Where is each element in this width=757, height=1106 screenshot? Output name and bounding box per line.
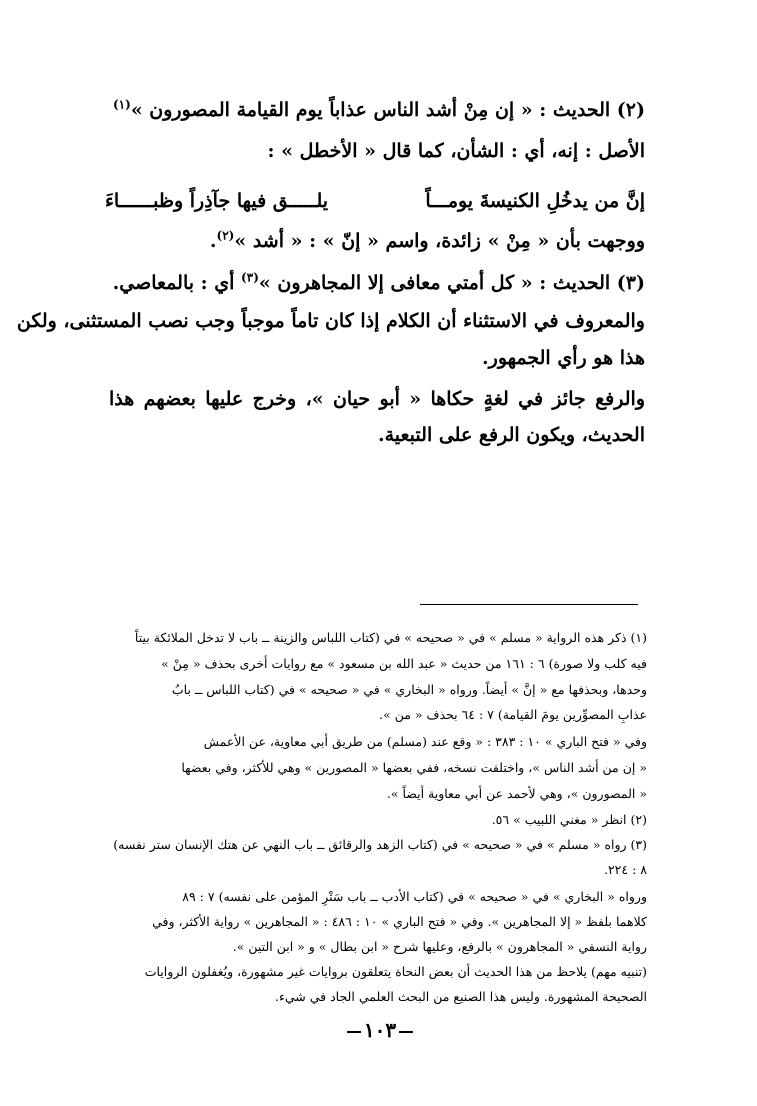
footnote-ref-2: (٢) — [216, 228, 235, 243]
footnote-2: (٢) انظر « مغني اللبيب » ٥٦. — [491, 812, 647, 827]
footnote-3-line: الصحيحة المشهورة. وليس هذا الصنيع من البحث العلمي الجاد في شيء. — [275, 989, 647, 1004]
hadith-2-text: (٢) الحديث : « إن مِنْ أشد الناس عذاباً يوم القيامة المصورون » — [130, 99, 645, 121]
footnote-ref-1: (١) — [112, 97, 131, 112]
footnote-1-line: عذابِ المصوِّرين يومَ القيامة) ٧ : ٦٤ بحذف « من ». — [379, 707, 647, 722]
page-number-value: ١٠٣ — [363, 1018, 397, 1042]
footnote-1-line: « المصورون »، وهي لأحمد عن أبي معاوية أيضاً ». — [386, 786, 647, 801]
grammar-note-line: ووجهت بأن « مِنْ » زائدة، واسم « إنّ » : « أشد »$^{(٢)}$. — [209, 228, 645, 252]
page-number — [330, 1016, 430, 1044]
poem-first-hemistich: إنَّ من يدخُلِ الكنيسةَ يومـــاً — [425, 190, 645, 212]
footnote-separator — [420, 604, 638, 605]
exception-rule-line: والمعروف في الاستثناء أن الكلام إذا كان تاماً موجباً وجب نصب المستثنى، ولكن — [16, 310, 645, 332]
footnote-1-line: وفي « فتح الباري » ١٠ : ٣٨٣ : « وقع عند (مسلم) من طريق أبي معاوية، عن الأعمش — [203, 734, 647, 749]
hadith-2-line — [109, 95, 645, 125]
majority-opinion-line: هذا هو رأي الجمهور. — [482, 347, 645, 369]
footnote-1-line: « إن من أشد الناس »، واختلفت نسخه، ففي بعضها « المصورين » وهي للأكثر، وفي بعضها — [181, 760, 647, 775]
footnote-3-line: كلاهما بلفظ « إلا المجاهرين ». وفي « فتح الباري » ١٠ : ٤٨٦ : « المجاهرين » رواية الأكثر، وفي — [152, 914, 647, 929]
footnote-3-line: رواية النسفي « المجاهرون » بالرفع، وعليها شرح « ابن بطال » و « ابن التين ». — [232, 939, 647, 954]
apposition-line: الحديث، ويكون الرفع على التبعية. — [377, 424, 645, 446]
hadith-3-text: (٣) الحديث : « كل أمتي معافى إلا المجاهرون » — [258, 272, 645, 294]
footnote-3-line: (٣) رواه « مسلم » في « صحيحه » في (كتاب الزهد والرقائق ــ باب النهي عن هتك الإنسان ستر نفسه) — [113, 837, 647, 852]
poem-second-hemistich: يلـــــق فيها جآذِراً وظبــــــاءَ — [105, 190, 329, 212]
hadith-3-line — [109, 268, 645, 298]
hadith-3-gloss: أي : بالمعاصي. — [112, 272, 235, 294]
footnote-ref-3: (٣) — [241, 270, 259, 285]
grammar-note-text: ووجهت بأن « مِنْ » زائدة، واسم « إنّ » : « أشد » — [234, 230, 645, 252]
abu-hayyan-line: والرفع جائز في لغةٍ حكاها « أبو حيان »، وخرج عليها بعضهم هذا — [109, 388, 645, 410]
footnote-3-line: (تنبيه مهم) يلاحظ من هذا الحديث أن بعض النحاة يتعلقون بروايات غير مشهورة، ويُغفلون الروايات — [144, 964, 647, 979]
footnote-1-line: وحدها، وبحذفها مع « إنَّ » أيضاً. ورواه « البخاري » في « صحيحه » في (كتاب اللباس ــ بابُ — [171, 682, 647, 697]
footnote-1-line: فيه كلب ولا صورة) ٦ : ١٦١ من حديث « عبد الله بن مسعود » مع روايات أخرى بحذف « مِنْ » — [161, 656, 647, 671]
explanation-line: الأصل : إنه، أي : الشأن، كما قال « الأخطل » : — [267, 140, 645, 162]
footnote-3-line: ورواه « البخاري » في « صحيحه » في (كتاب الأدب ــ باب سَتْرِ المؤمن على نفسه) ٧ : ٨٩ — [182, 889, 647, 904]
footnote-3-line: ٨ : ٢٢٤. — [603, 862, 647, 877]
footnote-1-line: (١) ذكر هذه الرواية « مسلم » في « صحيحه » في (كتاب اللباس والزينة ــ باب لا تدخل الملائكة بيتاً — [134, 630, 647, 645]
